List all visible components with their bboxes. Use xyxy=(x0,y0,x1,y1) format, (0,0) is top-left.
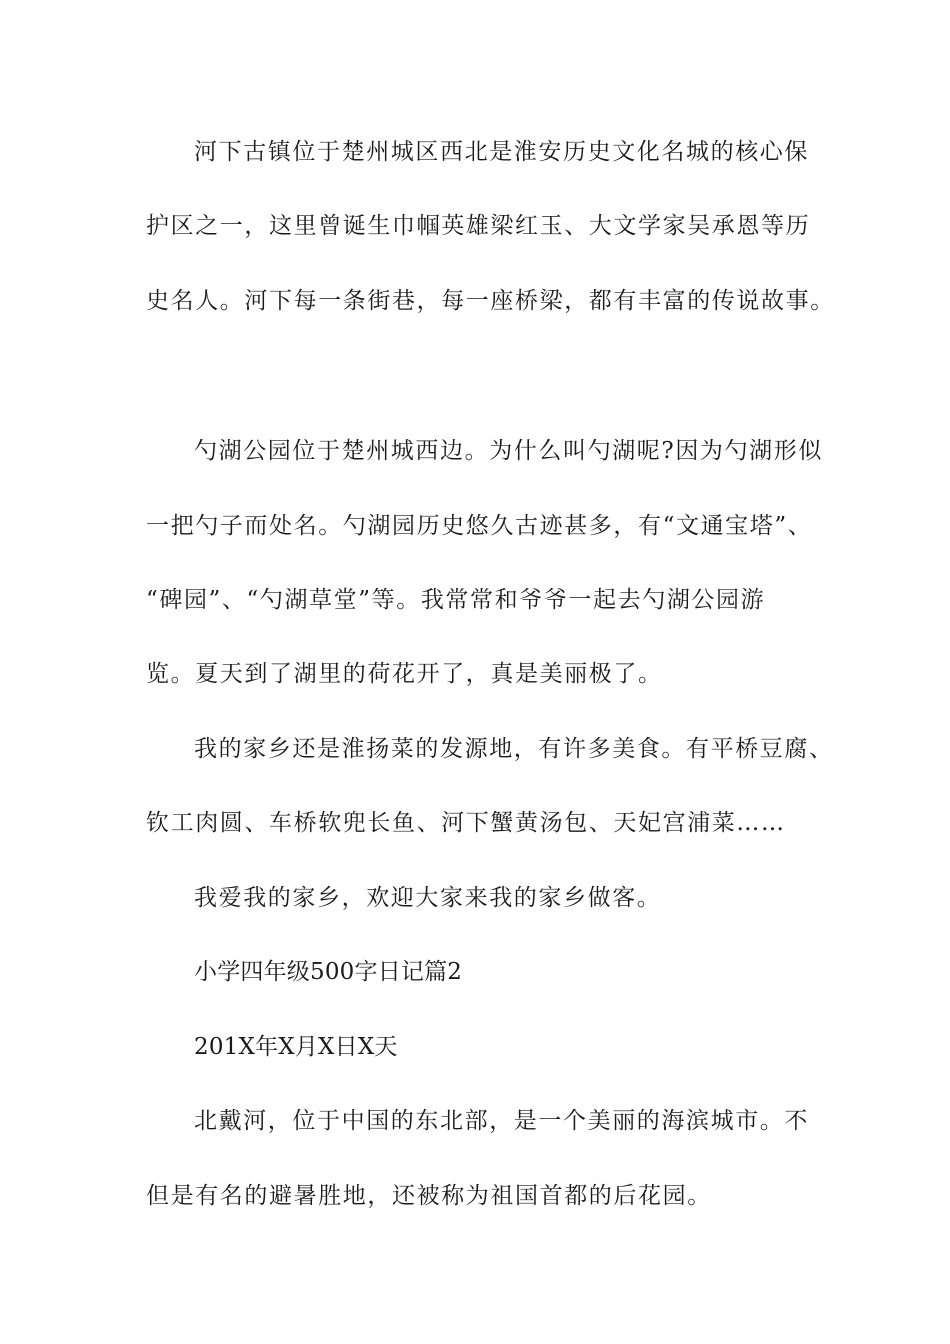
paragraph-line: 我爱我的家乡，欢迎大家来我的家乡做客。 xyxy=(194,885,662,911)
paragraph-line: 史名人。河下每一条街巷，每一座桥梁，都有丰富的传说故事。 xyxy=(146,288,835,314)
paragraph-line: 但是有名的避暑胜地，还被称为祖国首都的后花园。 xyxy=(146,1183,712,1209)
paragraph-line: 河下古镇位于楚州城区西北是淮安历史文化名城的核心保 xyxy=(194,139,809,165)
paragraph-line: 览。夏天到了湖里的荷花开了，真是美丽极了。 xyxy=(146,661,663,687)
paragraph-line: 护区之一，这里曾诞生巾帼英雄梁红玉、大文学家吴承恩等历 xyxy=(146,213,811,239)
diary-date-line: 201X年X月X日X天 xyxy=(194,1034,398,1060)
paragraph-line: 北戴河，位于中国的东北部，是一个美丽的海滨城市。不 xyxy=(194,1108,809,1134)
paragraph-line: 一把勺子而处名。勺湖园历史悠久古迹甚多，有“文通宝塔”、 xyxy=(146,513,813,539)
paragraph-line: “碑园”、“勺湖草堂”等。我常常和爷爷一起去勺湖公园游 xyxy=(146,587,766,613)
paragraph-line: 勺湖公园位于楚州城西边。为什么叫勺湖呢?因为勺湖形似 xyxy=(194,438,823,464)
paragraph-line: 我的家乡还是淮扬菜的发源地，有许多美食。有平桥豆腐、 xyxy=(194,736,834,762)
section-heading: 小学四年级500字日记篇2 xyxy=(194,959,463,985)
paragraph-line: 钦工肉圆、车桥软兜长鱼、河下蟹黄汤包、天妃宫浦菜…… xyxy=(146,810,786,836)
